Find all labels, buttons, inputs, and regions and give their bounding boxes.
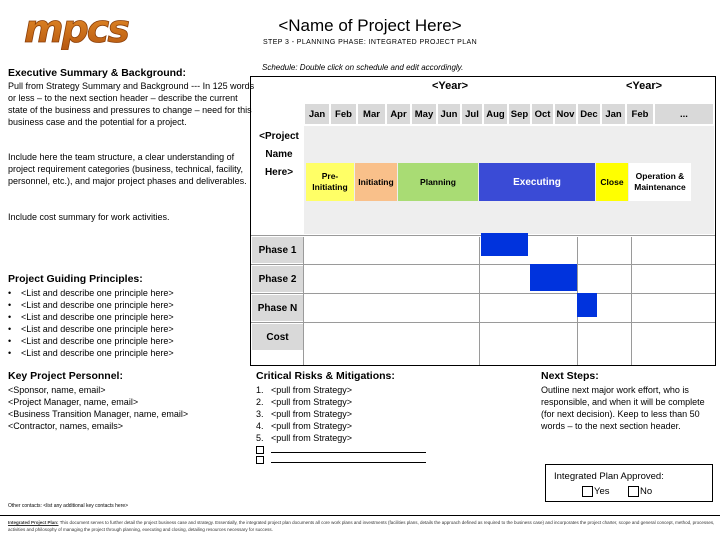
month-header: Jul: [461, 103, 483, 125]
page-subtitle: STEP 3 - PLANNING PHASE: INTEGRATED PROJECT PLAN: [262, 39, 478, 46]
risk-text: <pull from Strategy>: [271, 421, 353, 431]
phase-pre-initiating: [306, 163, 354, 201]
principles-list: [8, 287, 248, 359]
month-header: May: [411, 103, 437, 125]
approval-no-option[interactable]: [628, 486, 652, 497]
principles-heading: Project Guiding Principles:: [8, 273, 143, 285]
month-header: Nov: [554, 103, 577, 125]
approval-label: Integrated Plan Approved:: [554, 471, 664, 482]
risks-list: [256, 384, 446, 464]
risk-text: <pull from Strategy>: [271, 433, 353, 443]
phase-1-bar: [481, 233, 528, 256]
page-title: <Name of Project Here>: [278, 16, 462, 35]
risk-number: 5.: [256, 433, 264, 443]
phase-operation-maintenance: [629, 163, 691, 201]
approval-no-checkbox[interactable]: [628, 486, 639, 497]
executive-summary-heading: Executive Summary & Background:: [8, 67, 186, 79]
executive-summary-text: Pull from Strategy Summary and Background --- In 125 words or less – to the next section header – describe the current state of the business and pressures to change – need for this business case and the potential for a project.: [8, 81, 255, 127]
approval-yes-option[interactable]: [582, 486, 610, 497]
other-contacts: Other contacts: <list any additional key contacts here>: [8, 503, 129, 509]
next-steps-text: Outline next major work effort, who is responsible, and when it will be complete (for next decision). Keep to less than 50 words – to the next section header.: [541, 385, 705, 431]
risk-item: [256, 432, 446, 444]
risk-item: [256, 408, 446, 420]
risk-number: 3.: [256, 409, 264, 419]
risk-blank-item: [256, 444, 446, 454]
phase-pre-line1: Pre-: [321, 171, 339, 181]
phase-pre-line2: Initiating: [312, 182, 348, 192]
mpcs-logo: [22, 8, 140, 50]
risk-item: [256, 384, 446, 396]
row-label: Cost: [252, 324, 303, 350]
next-steps-heading: Next Steps:: [541, 370, 599, 382]
schedule-year-1: <Year>: [432, 80, 469, 92]
risk-number: 2.: [256, 397, 264, 407]
schedule-row-phase-n: [251, 293, 715, 322]
phase-initiating: Initiating: [355, 163, 397, 201]
month-header: ...: [654, 103, 714, 125]
risk-checkbox[interactable]: [256, 446, 264, 454]
footer-body: This document serves to further detail the project business case and strategy. Essentially, the integrated project plan documents all core work plans and investments (facilities plans, details the approach defined as required to the business case) and incorporates the project charter, scope and general concept, method, processes, activities and philosophy of managing the project through planning, executing and closing, detailing resources necessary for success.: [8, 520, 715, 532]
row-label: Phase 2: [252, 266, 303, 292]
schedule-row-phase-2: [251, 264, 715, 293]
personnel-project-manager: <Project Manager, name, email>: [8, 397, 139, 407]
footer-text: [8, 519, 716, 533]
risk-text: <pull from Strategy>: [271, 409, 353, 419]
month-header: Jan: [601, 103, 626, 125]
phase-operation-line1: Operation &: [635, 171, 685, 181]
approval-no-label: No: [640, 486, 653, 497]
risk-checkbox[interactable]: [256, 456, 264, 464]
month-header: Jun: [437, 103, 461, 125]
month-header: Sep: [508, 103, 531, 125]
risk-number: 4.: [256, 421, 264, 431]
phase-close: Close: [596, 163, 628, 201]
personnel-sponsor: <Sponsor, name, email>: [8, 385, 106, 395]
personnel-contractor: <Contractor, names, emails>: [8, 421, 124, 431]
month-header: Feb: [330, 103, 357, 125]
project-name-label: <Project Name Here>: [259, 131, 299, 178]
phase-planning: Planning: [398, 163, 478, 201]
month-header: Mar: [357, 103, 386, 125]
personnel-heading: Key Project Personnel:: [8, 370, 123, 382]
risk-number: 1.: [256, 385, 264, 395]
phase-n-bar: [577, 293, 597, 317]
month-header: Jan: [304, 103, 330, 125]
row-label: Phase N: [252, 295, 303, 321]
approval-box: [545, 464, 713, 502]
team-structure-text: Include here the team structure, a clear understanding of project requirement categories (business, technical, facility, personnel, etc.), and major project phases and deliverables.: [8, 152, 247, 186]
risk-text: <pull from Strategy>: [271, 397, 353, 407]
principle-item: • <List and describe one principle here>: [8, 299, 248, 311]
month-header: Aug: [483, 103, 508, 125]
cost-summary-text: Include cost summary for work activities.: [8, 212, 170, 222]
phase-2-bar: [530, 264, 577, 291]
approval-yes-label: Yes: [594, 486, 610, 497]
row-label: Phase 1: [252, 237, 303, 263]
month-header: Oct: [531, 103, 554, 125]
risk-text: <pull from Strategy>: [271, 385, 353, 395]
risk-blank-line[interactable]: [271, 454, 426, 463]
schedule-year-2: <Year>: [626, 80, 663, 92]
phase-executing: Executing: [479, 163, 595, 201]
risk-item: [256, 396, 446, 408]
schedule-note: Schedule: Double click on schedule and edit accordingly.: [262, 63, 464, 72]
footer-divider: [0, 515, 720, 516]
risk-item: [256, 420, 446, 432]
phase-operation-line2: Maintenance: [634, 182, 686, 192]
principle-item: • <List and describe one principle here>: [8, 335, 248, 347]
principle-item: • <List and describe one principle here>: [8, 323, 248, 335]
personnel-transition-manager: <Business Transition Manager, name, email>: [8, 409, 189, 419]
footer-lead: Integrated Project Plan:: [8, 520, 59, 525]
month-header: Feb: [626, 103, 654, 125]
risks-heading: Critical Risks & Mitigations:: [256, 370, 395, 382]
principle-item: • <List and describe one principle here>: [8, 347, 248, 359]
personnel-list: [8, 384, 248, 432]
principle-item: • <List and describe one principle here>: [8, 311, 248, 323]
principle-item: • <List and describe one principle here>: [8, 287, 248, 299]
month-header: Apr: [386, 103, 411, 125]
month-header: Dec: [577, 103, 601, 125]
svg-text:mpcs: mpcs: [24, 8, 128, 50]
schedule-row-cost: [251, 322, 715, 350]
risk-blank-item: [256, 454, 446, 464]
risk-blank-line[interactable]: [271, 444, 426, 453]
approval-yes-checkbox[interactable]: [582, 486, 593, 497]
